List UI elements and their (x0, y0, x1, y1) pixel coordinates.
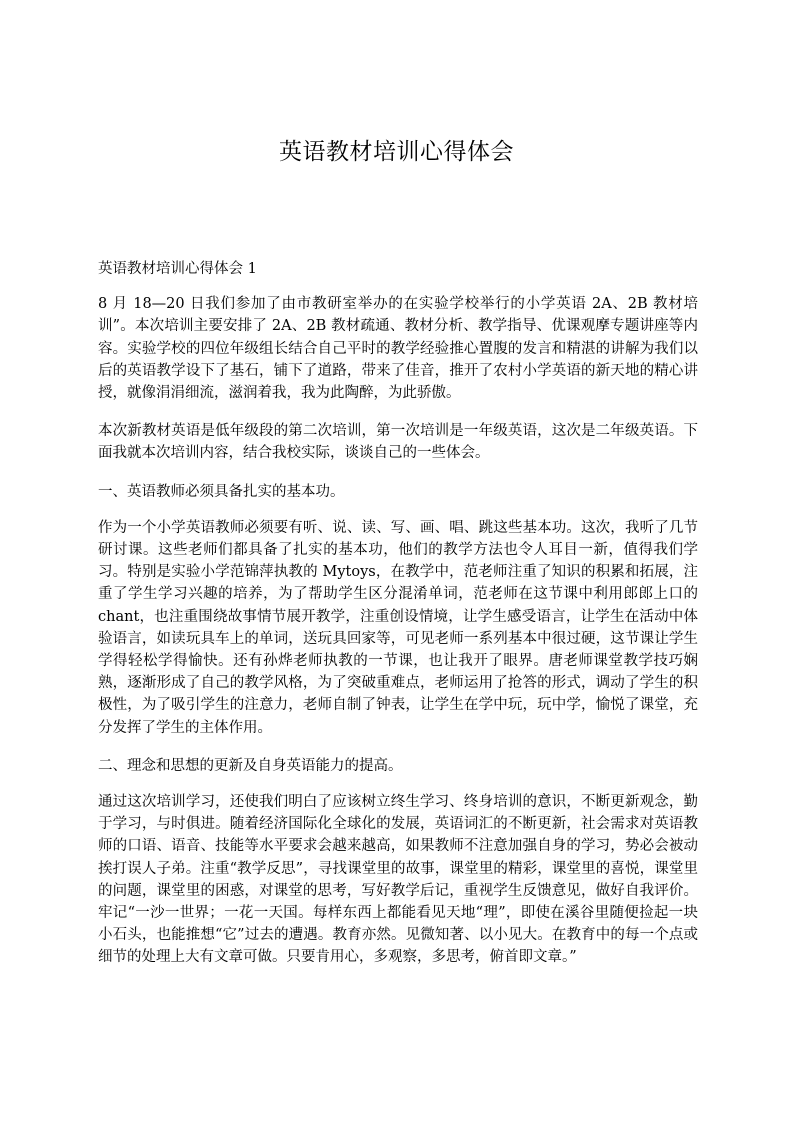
section-subtitle: 英语教材培训心得体会 1 (98, 261, 257, 277)
document-body (98, 258, 698, 985)
document-title: 英语教材培训心得体会 (279, 139, 514, 165)
heading-concept-update: 二、理念和思想的更新及自身英语能力的提高。 (98, 757, 403, 774)
paragraph-3: 作为一个小学英语教师必须要有听、说、读、写、画、唱、跳这些基本功。这次，我听了几节研讨课。这些老师们都具备了扎实的基本功，他们的教学方法也令人耳目一新，值得我们学习。特别是实验小学范锦萍执教的 Mytoys，在教学中，范老师注重了知识的积累和拓展，注重了学生学习兴趣的培养，为了帮助学生区分混淆单词，范老师在这节课中利用郎郎上口的 chant，也注重围绕故事情节展开教学，注重创设情境，让学生感受语言，让学生在活动中体验语言，如读玩具车上的单词，送玩具回家等，可见老师一系列基本中很过硬，这节课让学生学得轻松学得愉快。还有孙烨老师执教的一节课，也让我开了眼界。唐老师课堂教学技巧娴熟，逐渐形成了自己的教学风格，为了突破重难点，老师运用了抢答的形式，调动了学生的积极性，为了吸引学生的注意力，老师自制了钟表，让学生在学中玩，玩中学，愉悦了课堂，充分发挥了学生的主体作用。 (98, 519, 698, 736)
paragraph-4: 通过这次培训学习，还使我们明白了应该树立终生学习、终身培训的意识，不断更新观念，勤于学习，与时俱进。随着经济国际化全球化的发展，英语词汇的不断更新，社会需求对英语教师的口语、语音、技能等水平要求会越来越高，如果教师不注意加强自身的学习，势必会被动挨打误人子弟。注重“教学反思”，寻找课堂里的故事，课堂里的精彩，课堂里的喜悦，课堂里的问题，课堂里的困惑，对课堂的思考，写好教学后记，重视学生反馈意见，做好自我评价。牢记“一沙一世界；一花一天国。每样东西上都能看见天地“理”，即使在溪谷里随便捡起一块小石头，也能推想“它”过去的遭遇。教育亦然。见微知著、以小见大。在教育中的每一个点或细节的处理上大有文章可做。只要肯用心，多观察，多思考，俯首即文章。” (98, 794, 698, 966)
paragraph-2: 本次新教材英语是低年级段的第二次培训，第一次培训是一年级英语，这次是二年级英语。下面我就本次培训内容，结合我校实际，谈谈自己的一些体会。 (98, 423, 698, 462)
heading-basic-skills: 一、英语教师必须具备扎实的基本功。 (98, 483, 345, 500)
paragraph-1: 8 月 18—20 日我们参加了由市教研室举办的在实验学校举行的小学英语 2A、2B 教材培训”。本次培训主要安排了 2A、2B 教材疏通、教材分析、教学指导、优课观摩专题讲座等内容。实验学校的四位年级组长结合自己平时的教学经验推心置腹的发言和精湛的讲解为我们以后的英语教学设下了基石，铺下了道路，带来了佳音，推开了农村小学英语的新天地的精心讲授，就像涓涓细流，滋润着我，我为此陶醉，为此骄傲。 (98, 296, 698, 402)
